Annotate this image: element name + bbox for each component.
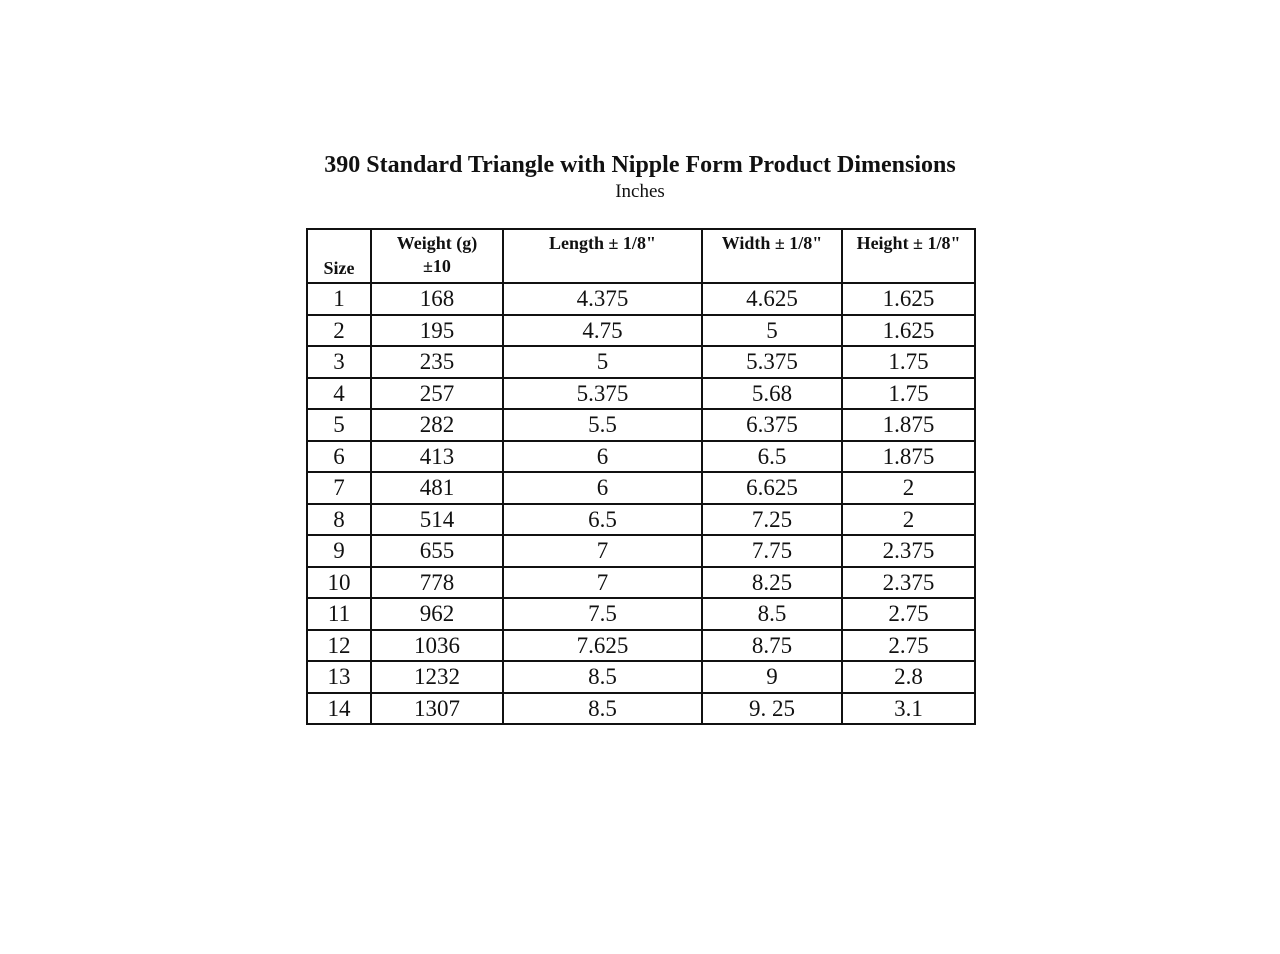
cell-length: 6	[503, 472, 702, 504]
cell-height: 1.625	[842, 283, 975, 315]
table-row	[307, 598, 975, 630]
cell-height: 2.375	[842, 535, 975, 567]
cell-weight: 195	[371, 315, 503, 347]
table-row	[307, 661, 975, 693]
cell-height: 1.75	[842, 378, 975, 410]
table-row	[307, 315, 975, 347]
cell-width: 5	[702, 315, 842, 347]
cell-weight: 235	[371, 346, 503, 378]
cell-height: 2.75	[842, 598, 975, 630]
cell-weight: 1232	[371, 661, 503, 693]
table-row	[307, 504, 975, 536]
cell-length: 4.375	[503, 283, 702, 315]
table-row	[307, 567, 975, 599]
cell-width: 6.5	[702, 441, 842, 473]
cell-length: 7	[503, 535, 702, 567]
cell-size: 2	[307, 315, 371, 347]
document-title: 390 Standard Triangle with Nipple Form Product Dimensions	[324, 152, 956, 178]
table-row	[307, 472, 975, 504]
cell-width: 5.375	[702, 346, 842, 378]
cell-width: 9. 25	[702, 693, 842, 725]
cell-size: 3	[307, 346, 371, 378]
cell-length: 7.625	[503, 630, 702, 662]
cell-height: 2	[842, 504, 975, 536]
table-header	[307, 229, 975, 283]
cell-width: 9	[702, 661, 842, 693]
cell-size: 10	[307, 567, 371, 599]
cell-length: 5	[503, 346, 702, 378]
cell-weight: 778	[371, 567, 503, 599]
table-row	[307, 693, 975, 725]
cell-size: 13	[307, 661, 371, 693]
cell-length: 5.375	[503, 378, 702, 410]
cell-height: 2.375	[842, 567, 975, 599]
cell-size: 4	[307, 378, 371, 410]
cell-width: 5.68	[702, 378, 842, 410]
header-row	[307, 229, 975, 283]
cell-width: 7.25	[702, 504, 842, 536]
cell-weight: 1307	[371, 693, 503, 725]
cell-weight: 1036	[371, 630, 503, 662]
header-width: Width ± 1/8"	[702, 229, 842, 283]
dimensions-table	[306, 228, 976, 725]
cell-length: 8.5	[503, 693, 702, 725]
cell-height: 1.75	[842, 346, 975, 378]
table-row	[307, 346, 975, 378]
cell-weight: 168	[371, 283, 503, 315]
header-length: Length ± 1/8"	[503, 229, 702, 283]
cell-width: 6.375	[702, 409, 842, 441]
table-row	[307, 441, 975, 473]
cell-weight: 257	[371, 378, 503, 410]
cell-weight: 282	[371, 409, 503, 441]
cell-size: 6	[307, 441, 371, 473]
cell-size: 14	[307, 693, 371, 725]
cell-size: 12	[307, 630, 371, 662]
cell-length: 7	[503, 567, 702, 599]
cell-width: 7.75	[702, 535, 842, 567]
table-row	[307, 535, 975, 567]
cell-length: 8.5	[503, 661, 702, 693]
cell-weight: 413	[371, 441, 503, 473]
cell-height: 1.875	[842, 409, 975, 441]
cell-height: 3.1	[842, 693, 975, 725]
cell-weight: 481	[371, 472, 503, 504]
cell-size: 8	[307, 504, 371, 536]
header-height: Height ± 1/8"	[842, 229, 975, 283]
table-row	[307, 283, 975, 315]
cell-height: 1.625	[842, 315, 975, 347]
header-weight-label: Weight (g)	[396, 233, 478, 253]
table-body	[307, 283, 975, 724]
header-weight	[371, 229, 503, 283]
cell-width: 4.625	[702, 283, 842, 315]
table-row	[307, 630, 975, 662]
header-size: Size	[307, 229, 371, 283]
cell-height: 2.75	[842, 630, 975, 662]
cell-length: 4.75	[503, 315, 702, 347]
header-weight-tolerance: ±10	[423, 256, 451, 276]
cell-length: 6	[503, 441, 702, 473]
cell-width: 8.5	[702, 598, 842, 630]
table-row	[307, 409, 975, 441]
cell-weight: 514	[371, 504, 503, 536]
cell-width: 6.625	[702, 472, 842, 504]
cell-height: 2.8	[842, 661, 975, 693]
cell-size: 7	[307, 472, 371, 504]
cell-length: 5.5	[503, 409, 702, 441]
cell-size: 5	[307, 409, 371, 441]
cell-length: 6.5	[503, 504, 702, 536]
cell-height: 2	[842, 472, 975, 504]
cell-width: 8.25	[702, 567, 842, 599]
cell-size: 1	[307, 283, 371, 315]
cell-length: 7.5	[503, 598, 702, 630]
cell-size: 9	[307, 535, 371, 567]
cell-height: 1.875	[842, 441, 975, 473]
cell-width: 8.75	[702, 630, 842, 662]
cell-weight: 962	[371, 598, 503, 630]
cell-size: 11	[307, 598, 371, 630]
cell-weight: 655	[371, 535, 503, 567]
table-row	[307, 378, 975, 410]
document-subtitle: Inches	[615, 181, 665, 202]
